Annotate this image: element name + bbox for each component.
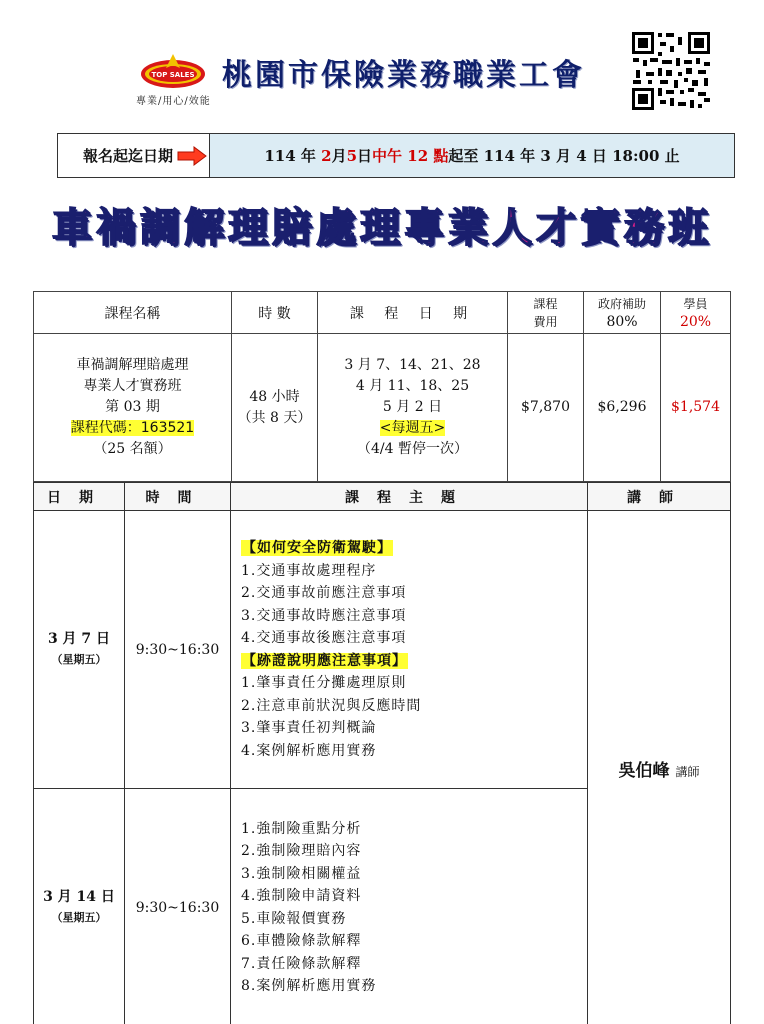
course-info-header-row xyxy=(34,292,731,334)
union-slogan: 專業/用心/效能 xyxy=(136,96,211,107)
schedule-table xyxy=(33,482,731,1024)
course-info-row xyxy=(34,334,731,482)
schedule-row xyxy=(34,511,731,789)
qr-code[interactable] xyxy=(630,30,712,112)
header-gov-subsidy xyxy=(584,292,661,334)
session-topics xyxy=(231,789,588,1024)
reg-text-1: 114 年 xyxy=(264,147,316,165)
gov-subsidy-value: $6,296 xyxy=(584,334,661,482)
header-course-dates: 課 程 日 期 xyxy=(318,292,508,334)
topic-item: 3.強制險相關權益 xyxy=(241,865,362,882)
reg-text-2: 月 xyxy=(331,147,347,165)
topic-section-heading: 【跡證說明應注意事項】 xyxy=(242,652,407,669)
topic-item: 3.交通事故時應注意事項 xyxy=(241,607,407,624)
course-code: 課程代碼：163521 xyxy=(70,420,195,436)
header-stu-line1: 學員 xyxy=(683,296,708,311)
topic-item: 1.強制險重點分析 xyxy=(241,820,362,837)
session-weekday: （星期五） xyxy=(51,653,107,666)
session-weekday: （星期五） xyxy=(51,911,107,924)
session-topics xyxy=(231,511,588,789)
hours-days: （共 8 天） xyxy=(237,409,312,426)
session-date-cell xyxy=(34,789,125,1024)
dates-note: （4/4 暫停一次） xyxy=(357,441,468,457)
header-gov-line1: 政府補助 xyxy=(597,296,646,311)
dates-march: 3 月 7、14、21、28 xyxy=(344,357,481,373)
reg-text-3: 日 xyxy=(357,147,373,165)
course-title: 車禍調解理賠處理專業人才實務班 xyxy=(52,204,712,251)
course-name-cell xyxy=(34,334,232,482)
reg-text-4: 起至 114 年 3 月 4 日 18:00 止 xyxy=(448,147,680,165)
header-course-fee xyxy=(508,292,584,334)
topic-item: 4.強制險申請資料 xyxy=(241,888,362,904)
lecturer-name: 吳伯峰 xyxy=(618,761,670,781)
topic-item: 2.強制險理賠內容 xyxy=(241,843,362,859)
topic-item: 1.肇事責任分攤處理原則 xyxy=(241,675,407,691)
topic-item: 5.車險報價實務 xyxy=(241,910,347,927)
session-date: 3 月 14 日 xyxy=(43,889,115,905)
course-name-line2: 專業人才實務班 xyxy=(83,378,182,394)
schedule-header-date: 日期 xyxy=(34,483,125,511)
schedule-header-row xyxy=(34,483,731,511)
reg-month-start: 2 xyxy=(321,146,332,165)
lecturer-title: 講師 xyxy=(675,765,700,779)
course-name-line1: 車禍調解理賠處理 xyxy=(76,357,189,373)
topic-section-heading: 【如何安全防衛駕駛】 xyxy=(242,540,392,556)
session-date-cell xyxy=(34,511,125,789)
course-fee-value: $7,870 xyxy=(508,334,584,482)
reg-day-start: 5 xyxy=(346,146,358,165)
registration-label-cell xyxy=(58,134,210,177)
registration-dates xyxy=(210,134,734,177)
topic-item: 4.案例解析應用實務 xyxy=(241,742,377,759)
topic-item: 2.注意車前狀況與反應時間 xyxy=(241,697,422,714)
topic-item: 2.交通事故前應注意事項 xyxy=(241,585,407,601)
student-share-value: $1,574 xyxy=(661,334,731,482)
schedule-header-topic: 課程主題 xyxy=(231,483,588,511)
header-fee-line2: 費用 xyxy=(533,314,558,329)
dates-april: 4 月 11、18、25 xyxy=(355,378,470,394)
topic-item: 1.交通事故處理程序 xyxy=(241,562,377,579)
logo-text: TOP SALES xyxy=(151,71,195,79)
session-date: 3 月 7 日 xyxy=(47,631,111,647)
session-time: 9:30~16:30 xyxy=(125,789,231,1024)
lecturer-cell xyxy=(588,511,731,1024)
union-logo xyxy=(140,48,206,94)
dates-may: 5 月 2 日 xyxy=(382,399,443,415)
dates-weekday: <每週五> xyxy=(379,420,446,436)
union-name: 桃園市保險業務職業工會 xyxy=(222,58,585,93)
course-term: 第 03 期 xyxy=(105,399,160,415)
schedule-header-time: 時間 xyxy=(125,483,231,511)
hours-total: 48 小時 xyxy=(249,388,300,405)
registration-label: 報名起迄日期 xyxy=(82,147,173,165)
topic-item: 7.責任險條款解釋 xyxy=(241,955,362,972)
topic-item: 6.車體險條款解釋 xyxy=(241,933,362,949)
header-stu-percent: 20% xyxy=(679,313,712,330)
header-course-name: 課程名稱 xyxy=(34,292,232,334)
header-hours: 時 數 xyxy=(232,292,318,334)
registration-period-bar xyxy=(57,133,735,178)
header-fee-line1: 課程 xyxy=(533,296,558,311)
topic-item: 3.肇事責任初判概論 xyxy=(241,720,377,736)
course-dates-cell xyxy=(318,334,508,482)
reg-start-time: 中午 12 點 xyxy=(372,147,449,165)
header-gov-percent: 80% xyxy=(606,313,638,330)
course-quota: （25 名額） xyxy=(93,441,172,457)
topic-item: 4.交通事故後應注意事項 xyxy=(241,630,407,646)
course-info-table xyxy=(33,291,731,482)
topic-item: 8.案例解析應用實務 xyxy=(241,978,377,994)
arrow-right-icon xyxy=(177,146,207,166)
schedule-header-lecturer: 講師 xyxy=(588,483,731,511)
header-student-share xyxy=(661,292,731,334)
hours-cell xyxy=(232,334,318,482)
session-time: 9:30~16:30 xyxy=(125,511,231,789)
